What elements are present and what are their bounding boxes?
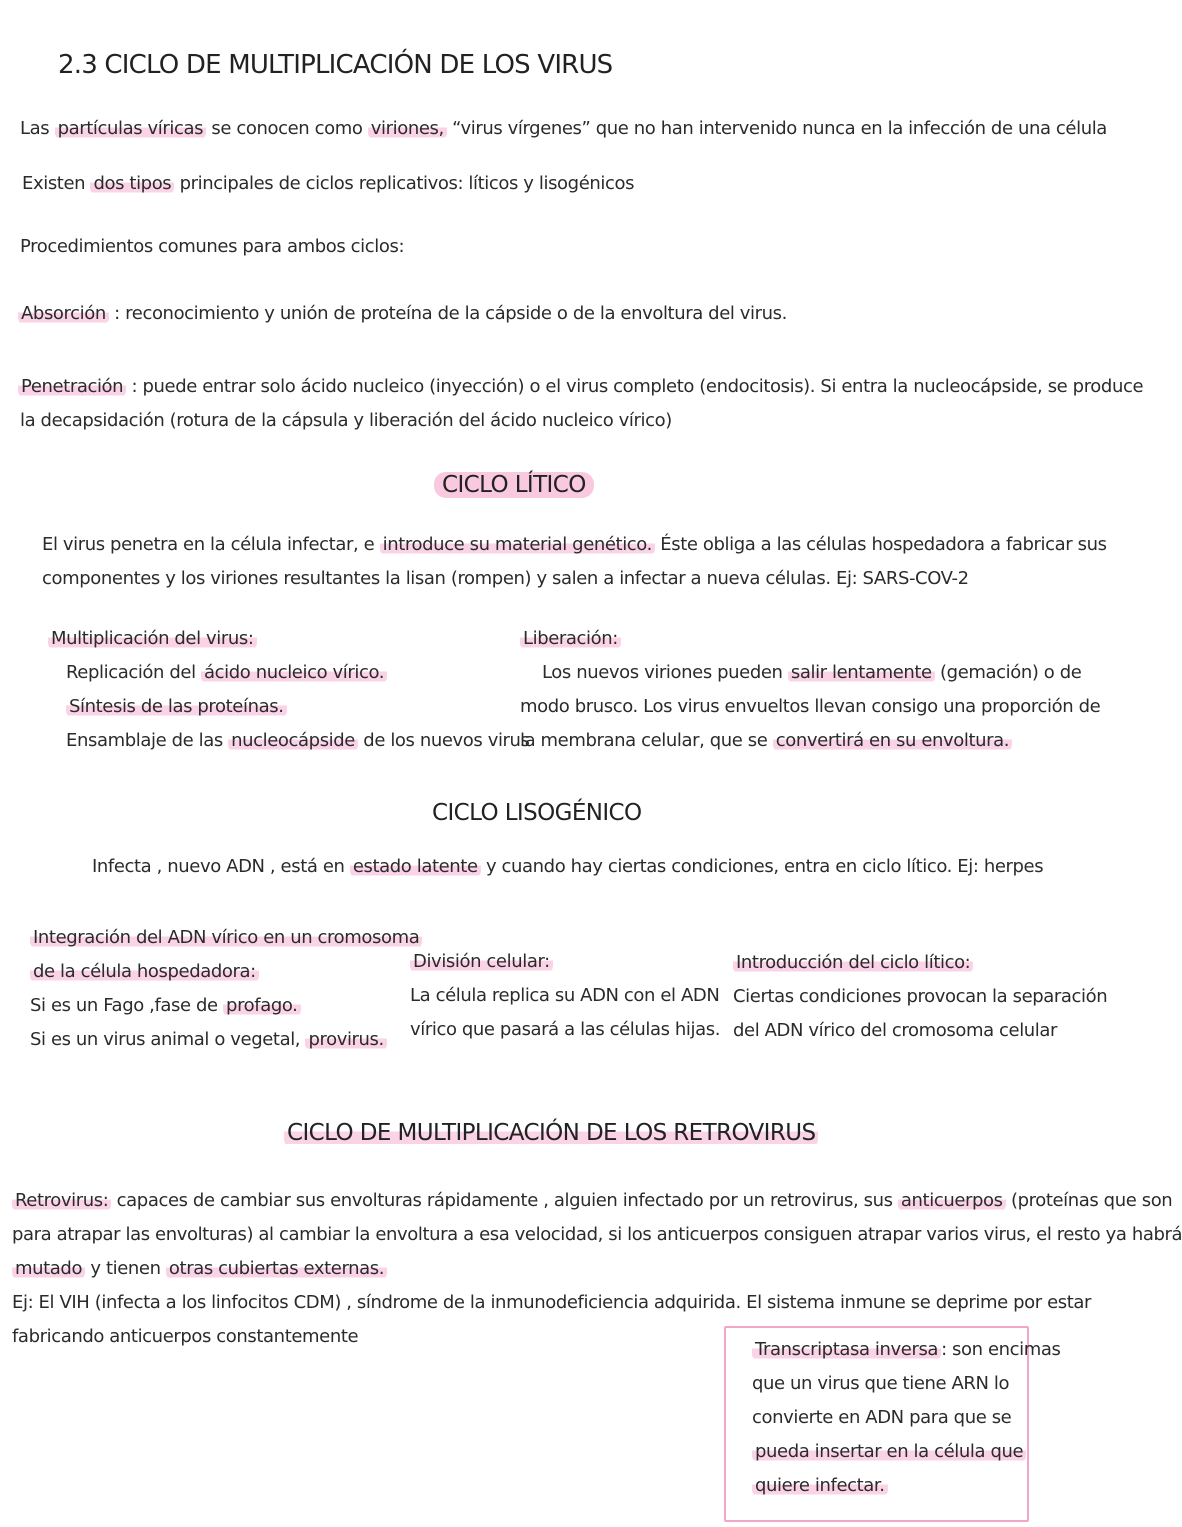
highlight: viriones, bbox=[368, 118, 447, 139]
text: del ADN vírico del cromosoma celular bbox=[733, 1020, 1058, 1041]
text: que un virus que tiene ARN lo bbox=[752, 1373, 1010, 1394]
page-title: 2.3 CICLO DE MULTIPLICACIÓN DE LOS VIRUS bbox=[58, 50, 613, 80]
label: Multiplicación del virus: bbox=[48, 628, 257, 649]
label: División celular: bbox=[410, 951, 553, 972]
highlight: mutado bbox=[12, 1258, 85, 1279]
highlight: otras cubiertas externas. bbox=[166, 1258, 387, 1279]
text: Si es un virus animal o vegetal, bbox=[30, 1029, 306, 1050]
highlight: quiere infectar. bbox=[752, 1475, 888, 1496]
text: vírico que pasará a las células hijas. bbox=[410, 1019, 721, 1040]
transcriptasa-note bbox=[752, 1333, 1061, 1503]
text: la decapsidación (rotura de la cápsula y liberación del ácido nucleico vírico) bbox=[20, 410, 672, 431]
text: Existen bbox=[22, 173, 91, 194]
highlight: Integración del ADN vírico en un cromosoma bbox=[30, 927, 422, 948]
text: Infecta , nuevo ADN , está en bbox=[92, 856, 350, 877]
text: : son encimas bbox=[941, 1339, 1061, 1360]
intro-viriones bbox=[20, 118, 1107, 139]
text: y cuando hay ciertas condiciones, entra en ciclo lítico. Ej: herpes bbox=[480, 856, 1044, 877]
highlight: nucleocápside bbox=[228, 730, 358, 751]
intro-procedimientos: Procedimientos comunes para ambos ciclos: bbox=[20, 236, 405, 257]
label: Liberación: bbox=[520, 628, 621, 649]
highlight: profago. bbox=[223, 995, 300, 1016]
lisogenico-descripcion bbox=[92, 856, 1043, 877]
text: fabricando anticuerpos constantemente bbox=[12, 1326, 359, 1347]
text: Replicación del bbox=[66, 662, 201, 683]
penetracion bbox=[18, 370, 1143, 438]
text: : reconocimiento y unión de proteína de la cápside o de la envoltura del virus. bbox=[108, 303, 787, 324]
text: Las bbox=[20, 118, 55, 139]
highlight: Síntesis de las proteínas. bbox=[66, 696, 287, 717]
division-block bbox=[410, 945, 720, 1047]
litico-descripcion bbox=[42, 528, 1107, 596]
text: Éste obliga a las células hospedadora a fabricar sus bbox=[654, 534, 1107, 555]
heading-ciclo-lisogenico: CICLO LISOGÉNICO bbox=[432, 800, 642, 826]
text: Los nuevos viriones pueden bbox=[542, 662, 788, 683]
highlight: dos tipos bbox=[90, 173, 174, 194]
heading-ciclo-litico bbox=[434, 472, 594, 498]
highlight: convertirá en su envoltura. bbox=[773, 730, 1012, 751]
text: (gemación) o de bbox=[934, 662, 1082, 683]
text: El virus penetra en la célula infectar, e bbox=[42, 534, 380, 555]
text: La célula replica su ADN con el ADN bbox=[410, 985, 720, 1006]
text: de los nuevos virus bbox=[357, 730, 530, 751]
text: principales de ciclos replicativos: líticos y lisogénicos bbox=[174, 173, 635, 194]
heading-retrovirus bbox=[284, 1120, 818, 1146]
integracion-block bbox=[30, 921, 422, 1057]
intro-tipos bbox=[22, 173, 634, 194]
text: Ej: El VIH (infecta a los linfocitos CDM) , síndrome de la inmunodeficiencia adquirida. El sistema inmune se deprime por estar bbox=[12, 1292, 1092, 1313]
heading-text: CICLO LÍTICO bbox=[434, 472, 594, 498]
heading-text: CICLO DE MULTIPLICACIÓN DE LOS RETROVIRUS bbox=[284, 1120, 818, 1146]
term-absorcion: Absorción bbox=[18, 303, 109, 324]
highlight: partículas víricas bbox=[55, 118, 207, 139]
highlight: introduce su material genético. bbox=[380, 534, 655, 555]
introduccion-block bbox=[733, 946, 1107, 1048]
highlight: estado latente bbox=[350, 856, 481, 877]
text: se conocen como bbox=[206, 118, 368, 139]
text: Ensamblaje de las bbox=[66, 730, 229, 751]
highlight: salir lentamente bbox=[788, 662, 935, 683]
text: Ciertas condiciones provocan la separación bbox=[733, 986, 1108, 1007]
text: “virus vírgenes” que no han intervenido nunca en la infección de una célula bbox=[446, 118, 1107, 139]
absorcion bbox=[18, 303, 787, 324]
text: y tienen bbox=[85, 1258, 166, 1279]
liberacion-block bbox=[520, 622, 1100, 758]
text: Si es un Fago ,fase de bbox=[30, 995, 224, 1016]
highlight: Retrovirus: bbox=[12, 1190, 111, 1211]
text: convierte en ADN para que se bbox=[752, 1407, 1012, 1428]
label: Introducción del ciclo lítico: bbox=[733, 952, 973, 973]
text: componentes y los viriones resultantes la lisan (rompen) y salen a infectar a nueva células. Ej: SARS-COV-2 bbox=[42, 568, 969, 589]
multiplicacion-block bbox=[48, 622, 530, 758]
highlight: ácido nucleico vírico. bbox=[201, 662, 387, 683]
text: (proteínas que son bbox=[1005, 1190, 1173, 1211]
highlight: Transcriptasa inversa bbox=[752, 1339, 941, 1360]
text: : puede entrar solo ácido nucleico (inyección) o el virus completo (endocitosis). Si entra la nucleocápside, se produce bbox=[126, 376, 1144, 397]
highlight: de la célula hospedadora: bbox=[30, 961, 259, 982]
highlight: anticuerpos bbox=[898, 1190, 1006, 1211]
text: modo brusco. Los virus envueltos llevan consigo una proporción de bbox=[520, 696, 1101, 717]
highlight: provirus. bbox=[305, 1029, 386, 1050]
text: capaces de cambiar sus envolturas rápidamente , alguien infectado por un retrovirus, sus bbox=[111, 1190, 898, 1211]
text: para atrapar las envolturas) al cambiar la envoltura a esa velocidad, si los anticuerpos consiguen atrapar varios virus, el resto ya habrá bbox=[12, 1224, 1182, 1245]
text: la membrana celular, que se bbox=[520, 730, 773, 751]
highlight: pueda insertar en la célula que bbox=[752, 1441, 1026, 1462]
term-penetracion: Penetración bbox=[18, 376, 126, 397]
